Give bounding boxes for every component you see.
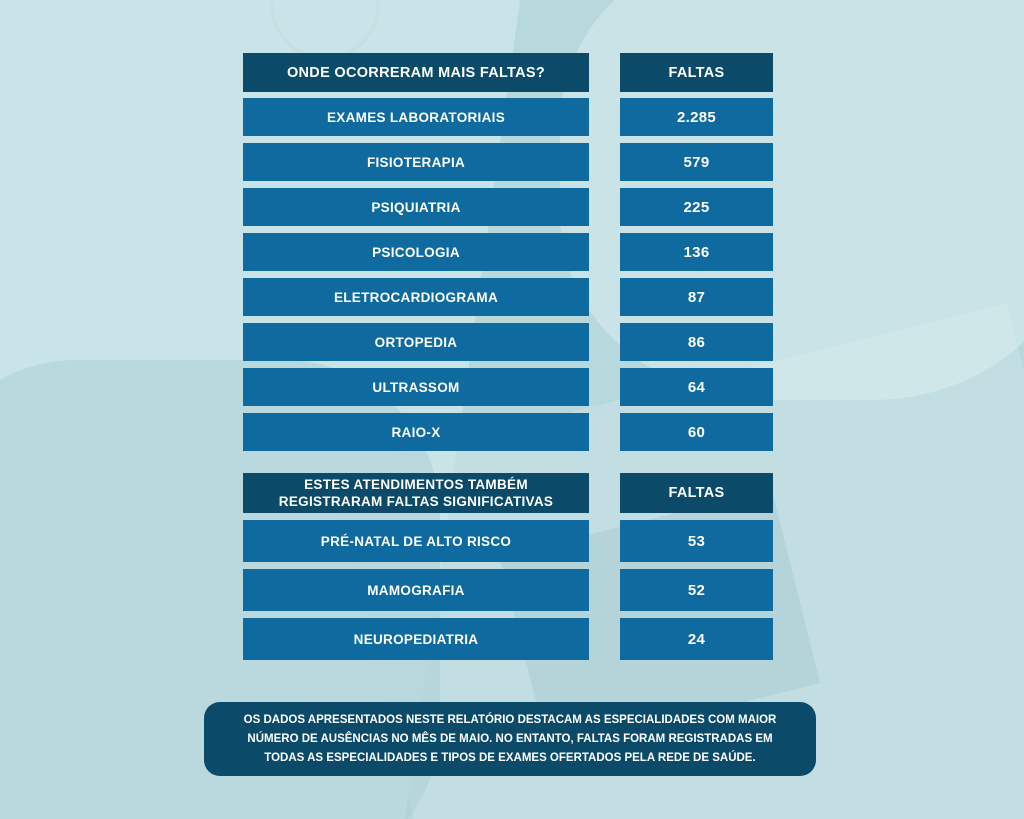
- table-row-value: 64: [620, 368, 773, 406]
- table-row-value: 53: [620, 520, 773, 562]
- table-row-value: 52: [620, 569, 773, 611]
- table1-header-value: FALTAS: [620, 53, 773, 92]
- table2-header-value: FALTAS: [620, 473, 773, 513]
- table2-header-line1: ESTES ATENDIMENTOS TAMBÉM: [304, 477, 528, 492]
- table-row-value: 579: [620, 143, 773, 181]
- table1-header-label: ONDE OCORRERAM MAIS FALTAS?: [243, 53, 589, 92]
- table-row-value: 136: [620, 233, 773, 271]
- table-row-label: PRÉ-NATAL DE ALTO RISCO: [243, 520, 589, 562]
- table-row-label: EXAMES LABORATORIAIS: [243, 98, 589, 136]
- footer-note-line2: NÚMERO DE AUSÊNCIAS NO MÊS DE MAIO. NO ENTANTO, FALTAS FORAM REGISTRADAS EM: [247, 732, 773, 745]
- table-row-value: 60: [620, 413, 773, 451]
- table-row-label: PSIQUIATRIA: [243, 188, 589, 226]
- table-row-value: 225: [620, 188, 773, 226]
- table-row-value: 87: [620, 278, 773, 316]
- table2-header-line2: REGISTRARAM FALTAS SIGNIFICATIVAS: [278, 494, 554, 509]
- table-row-label: MAMOGRAFIA: [243, 569, 589, 611]
- table-row-label: NEUROPEDIATRIA: [243, 618, 589, 660]
- footer-note-line3: TODAS AS ESPECIALIDADES E TIPOS DE EXAMES OFERTADOS PELA REDE DE SAÚDE.: [264, 751, 756, 764]
- table-row-label: ULTRASSOM: [243, 368, 589, 406]
- table-row-value: 24: [620, 618, 773, 660]
- table-row-label: ORTOPEDIA: [243, 323, 589, 361]
- table-row-value: 86: [620, 323, 773, 361]
- footer-note: [204, 702, 816, 776]
- table-row-label: PSICOLOGIA: [243, 233, 589, 271]
- table2-header-label: [243, 473, 589, 513]
- footer-note-line1: OS DADOS APRESENTADOS NESTE RELATÓRIO DESTACAM AS ESPECIALIDADES COM MAIOR: [243, 713, 777, 726]
- table-row-value: 2.285: [620, 98, 773, 136]
- table-row-label: ELETROCARDIOGRAMA: [243, 278, 589, 316]
- table-row-label: RAIO-X: [243, 413, 589, 451]
- table-row-label: FISIOTERAPIA: [243, 143, 589, 181]
